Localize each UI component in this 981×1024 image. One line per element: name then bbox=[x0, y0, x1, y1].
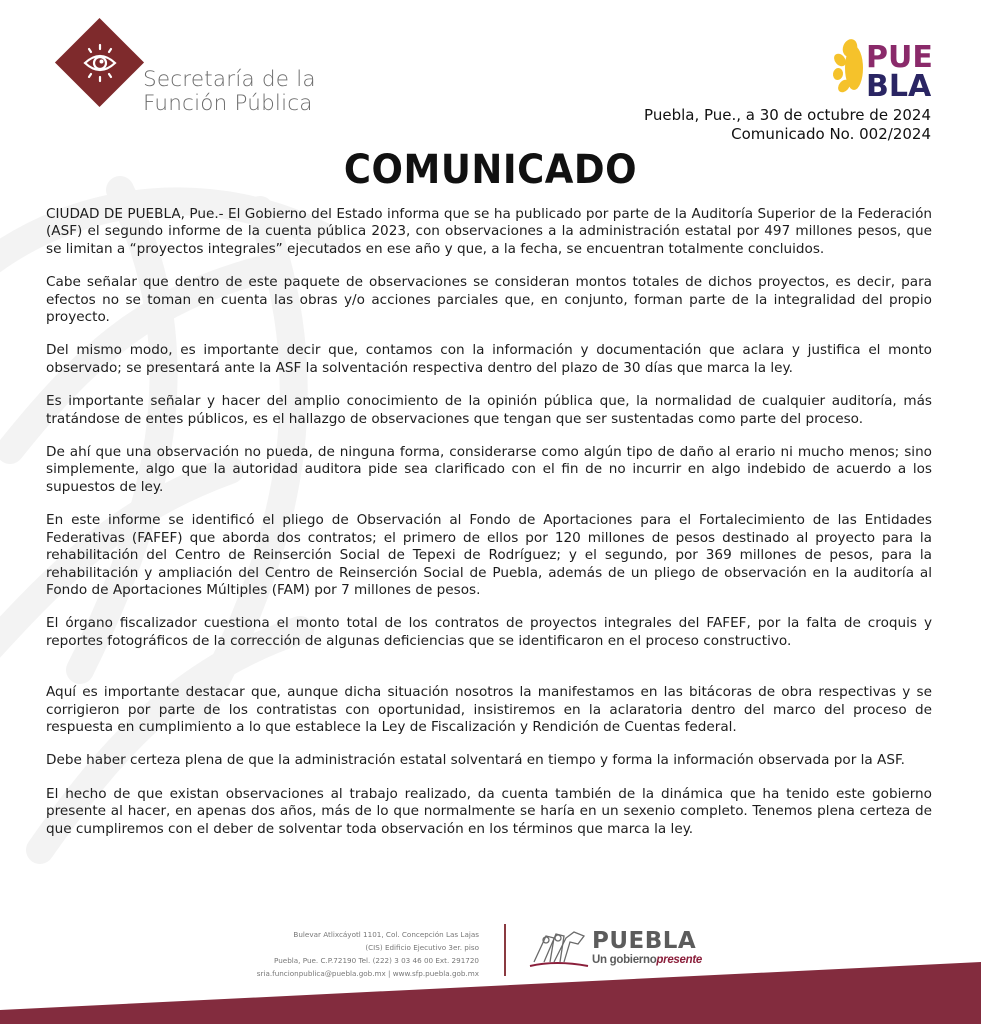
slogan-plain: Un gobierno bbox=[592, 954, 657, 966]
footer bbox=[0, 920, 981, 980]
paragraph: Es importante señalar y hacer del amplio conocimiento de la opinión pública que, la normalidad de cualquier auditoría, más tratándose de entes públicos, es el hallazgo de observaciones que tengan que ser sustentadas como parte del proceso. bbox=[46, 393, 932, 427]
paragraph: Aquí es importante destacar que, aunque dicha situación nosotros la manifestamos en las bitácoras de obra respectivas y se corrigieron por parte de los contratistas con oportunidad, insistiremos en la aclaratoria dentro del marco del proceso de respuesta en cumplimiento a lo que establece la Ley de Fiscalización y Rendición de Cuentas federal. bbox=[46, 684, 932, 735]
footer-divider bbox=[504, 924, 506, 976]
footer-logo-title: PUEBLA bbox=[592, 928, 697, 954]
paragraph: CIUDAD DE PUEBLA, Pue.- El Gobierno del Estado informa que se ha publicado por parte de la Auditoría Superior de la Federación (ASF) el segundo informe de la cuenta pública 2023, con observaciones a la administración estatal por 497 millones pesos, que se limitan a “proyectos integrales” ejecutados en ese año y que, a la fecha, se encuentran totalmente concluidos. bbox=[46, 206, 932, 257]
paragraph: Del mismo modo, es importante decir que, contamos con la información y documentación que aclara y justifica el monto observado; se presentará ante la ASF la solventación respectiva dentro del plazo de 30 días que marca la ley. bbox=[46, 342, 932, 376]
place-date: Puebla, Pue., a 30 de octubre de 2024 bbox=[644, 106, 931, 124]
address-line: Bulevar Atlixcáyotl 1101, Col. Concepción Las Lajas bbox=[293, 930, 479, 939]
document-meta bbox=[644, 106, 931, 144]
paragraph: Debe haber certeza plena de que la administración estatal solventará en tiempo y forma la información observada por la ASF. bbox=[46, 752, 905, 769]
people-flag-icon bbox=[526, 926, 590, 970]
paragraph: De ahí que una observación no pueda, de ninguna forma, considerarse como algún tipo de daño al erario ni mucho menos; sino simplemente, algo que la autoridad auditora pide sea clarificado con el fin de no incurrir en algo indebido de acuerdo a los supuestos de ley. bbox=[46, 444, 932, 495]
agency-emblem bbox=[55, 18, 145, 108]
agency-name-line2: Función Pública bbox=[143, 91, 313, 116]
logo-text-top: PUE bbox=[866, 40, 933, 75]
address-line: (CIS) Edificio Ejecutivo 3er. piso bbox=[365, 943, 479, 952]
address-line: Puebla, Pue. C.P.72190 Tel. (222) 3 03 46 00 Ext. 291720 bbox=[274, 956, 479, 965]
paragraph: Cabe señalar que dentro de este paquete de observaciones se consideran montos totales de dichos proyectos, es decir, para efectos no se toman en cuenta las obras y/o acciones parciales que, en conjunto, forman parte de la integralidad del propio proyecto. bbox=[46, 274, 932, 326]
paragraph: El órgano fiscalizador cuestiona el monto total de los contratos de proyectos integrales del FAFEF, por la falta de croquis y reportes fotográficos de la corrección de algunas deficiencias que se identificaron en el proceso constructivo. bbox=[46, 615, 932, 649]
contact-line: sria.funcionpublica@puebla.gob.mx | www.sfp.puebla.gob.mx bbox=[256, 969, 479, 978]
agency-logo bbox=[55, 18, 316, 116]
paragraph: En este informe se identificó el pliego de Observación al Fondo de Aportaciones para el Fortalecimiento de las Entidades Federativas (FAFEF) que aborda dos contratos; el primero de ellos por 120 millones de pesos destinado al proyecto para la rehabilitación del Centro de Reinserción Social de Tepexi de Rodríguez; y el segundo, por 369 millones de pesos, para la rehabilitación y ampliación del Centro de Reinserción Social de Puebla, además de un pliego de observación en la auditoría al Fondo de Aportaciones Múltiples (FAM) por 7 millones de pesos. bbox=[46, 512, 932, 598]
page-title: COMUNICADO bbox=[343, 146, 638, 193]
agency-name-line1: Secretaría de la bbox=[143, 67, 316, 92]
flower-icon bbox=[832, 38, 863, 95]
puebla-state-logo bbox=[832, 38, 936, 98]
footer-government-logo bbox=[526, 926, 706, 970]
eye-icon bbox=[55, 18, 145, 108]
document-body bbox=[46, 206, 932, 854]
bulletin-number: Comunicado No. 002/2024 bbox=[731, 125, 931, 143]
footer-address bbox=[257, 928, 479, 980]
footer-logo-slogan bbox=[592, 954, 702, 966]
paragraph: El hecho de que existan observaciones al trabajo realizado, da cuenta también de la dinámica que ha tenido este gobierno presente al hacer, en apenas dos años, más de lo que normalmente se haría en un sexenio completo. Tenemos plena certeza de que cumpliremos con el deber de solventar toda observación en los términos que marca la ley. bbox=[46, 785, 932, 837]
slogan-emphasis: presente bbox=[656, 954, 702, 966]
logo-text-bottom: BLA bbox=[866, 69, 932, 98]
agency-name bbox=[143, 68, 316, 116]
